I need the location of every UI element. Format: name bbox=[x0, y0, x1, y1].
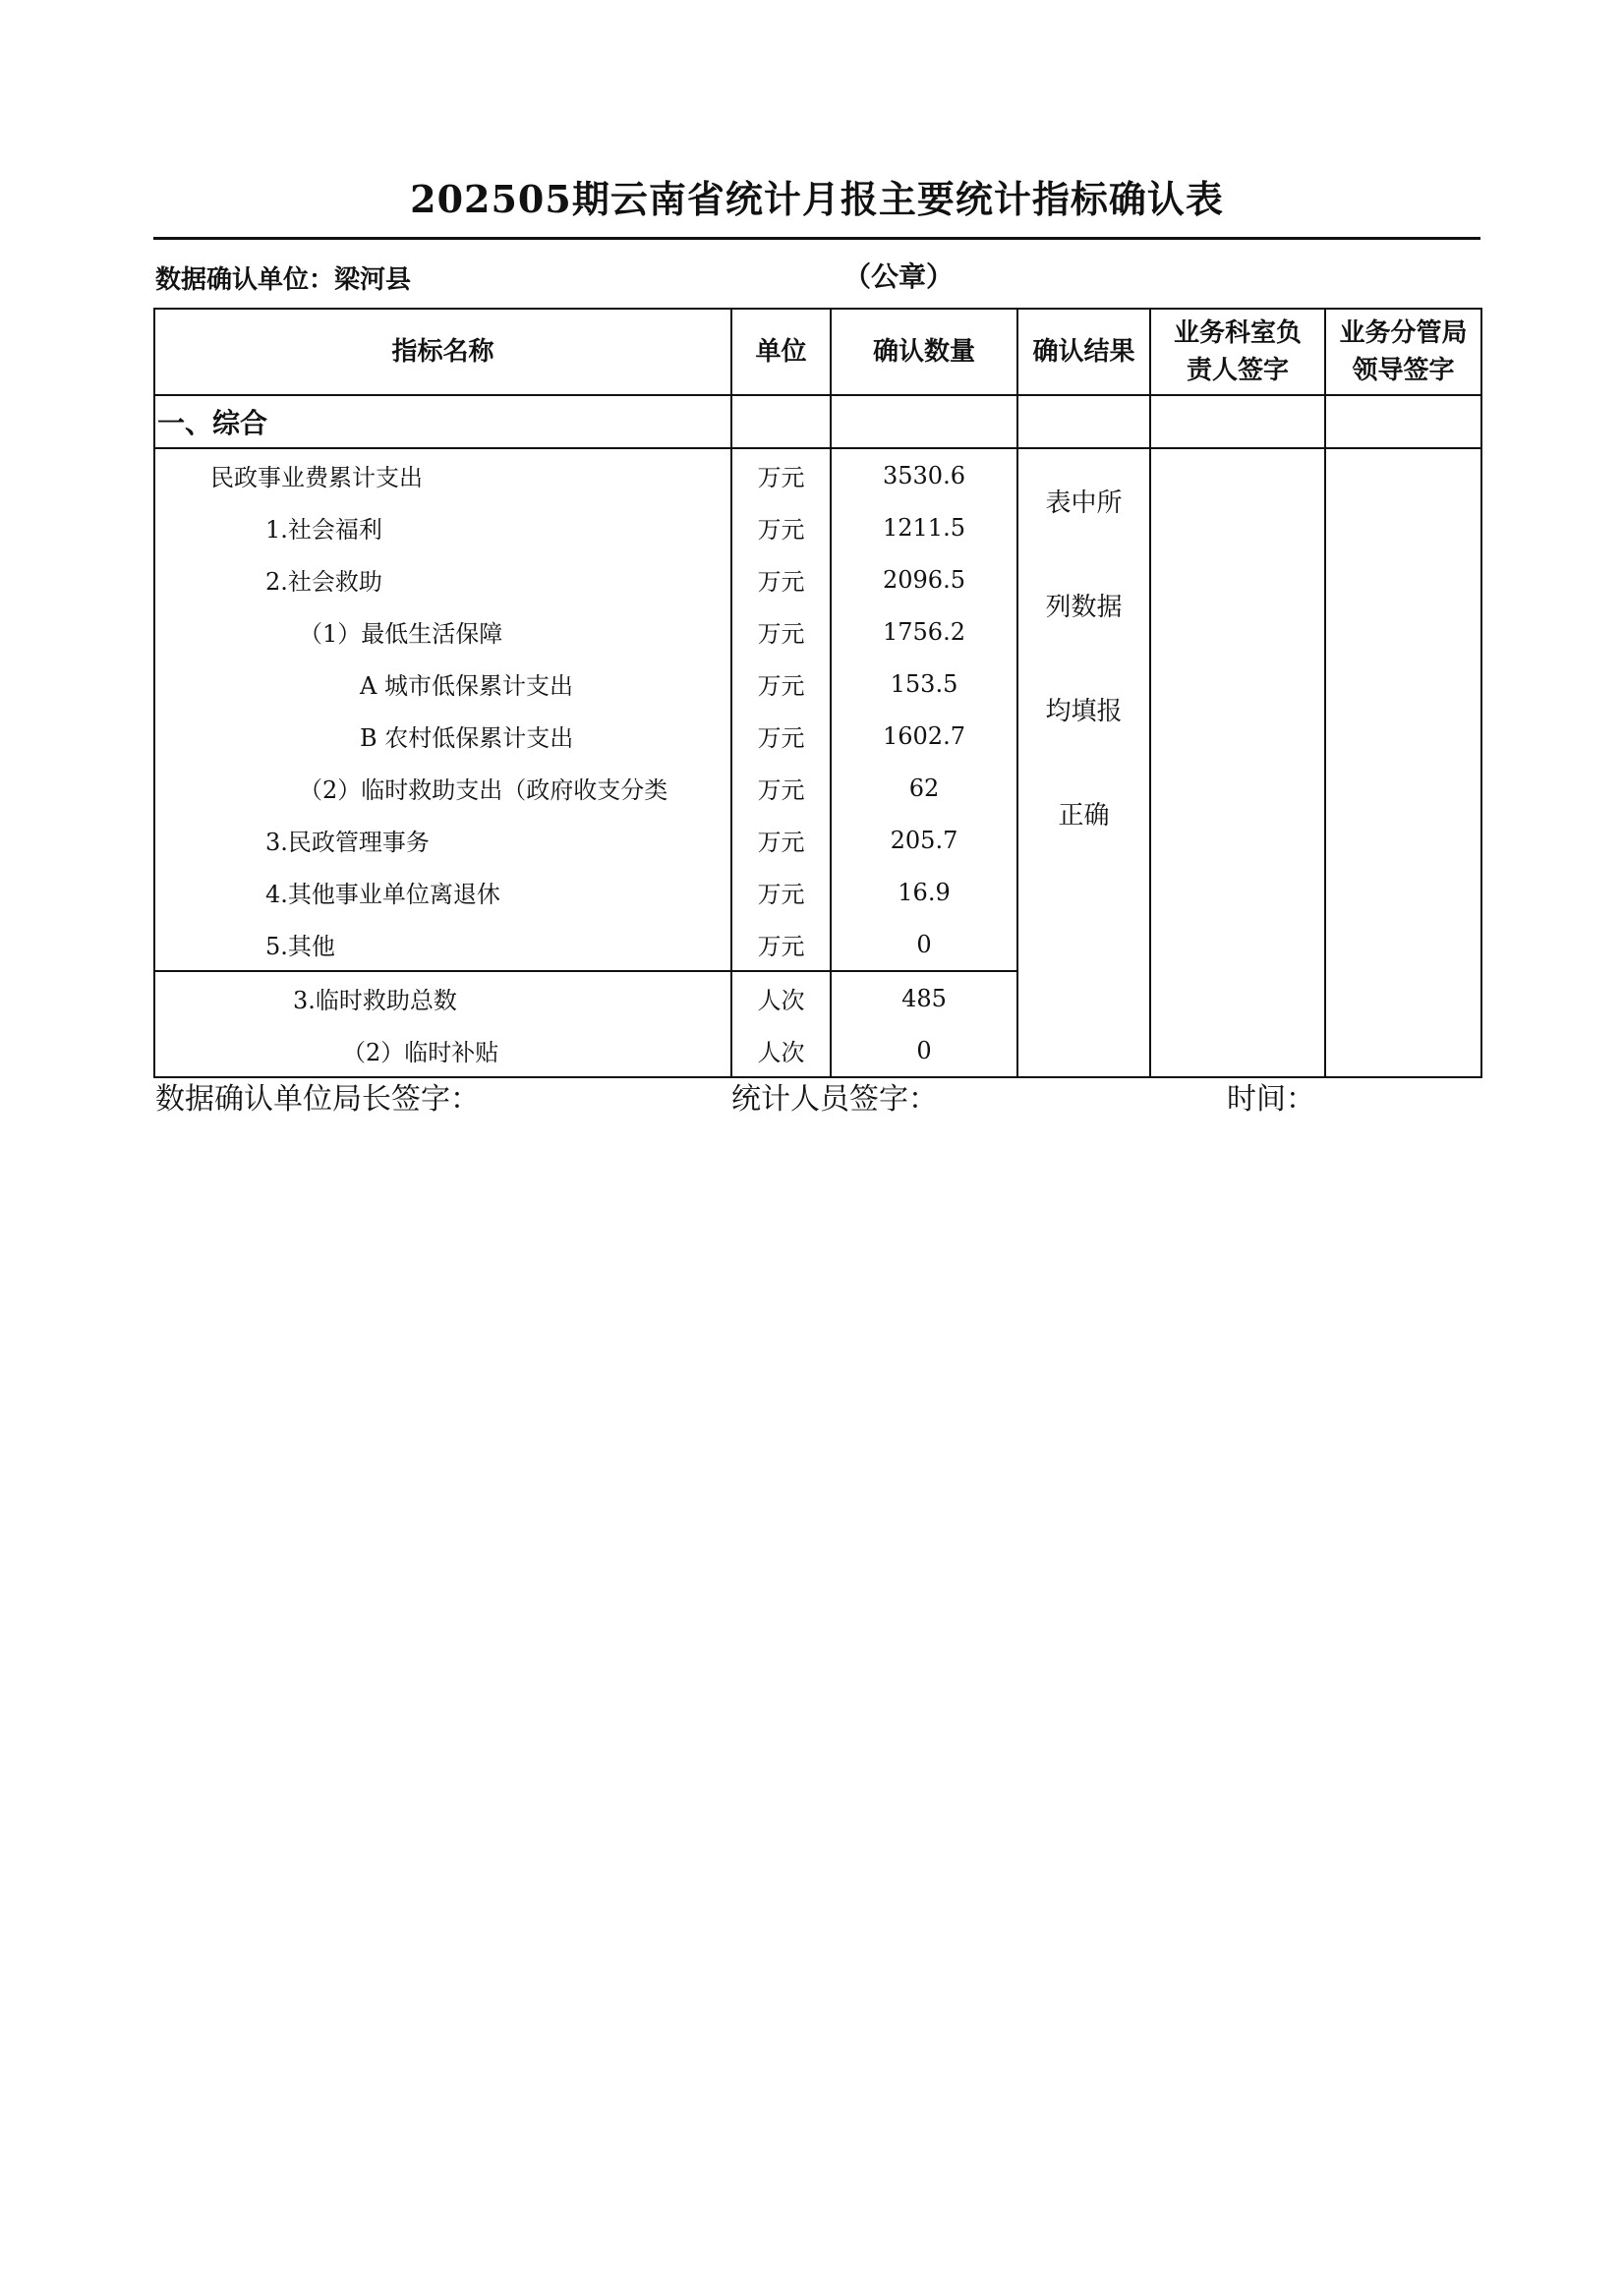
section-leader-sign-cell bbox=[1325, 395, 1481, 448]
director-signature-label: 数据确认单位局长签字： bbox=[155, 1082, 480, 1117]
result-line: 均填报 bbox=[1045, 697, 1123, 726]
confirming-unit-label: 数据确认单位：梁河县 bbox=[155, 265, 412, 295]
row-unit: 万元 bbox=[731, 710, 831, 762]
row-unit: 万元 bbox=[731, 448, 831, 501]
row-value: 205.7 bbox=[831, 814, 1017, 866]
result-line: 表中所 bbox=[1045, 488, 1123, 518]
row-unit: 万元 bbox=[731, 605, 831, 658]
result-line: 正确 bbox=[1058, 801, 1110, 831]
row-value: 0 bbox=[831, 918, 1017, 971]
header-result: 确认结果 bbox=[1017, 309, 1150, 395]
row-name: 3.临时救助总数 bbox=[154, 971, 731, 1024]
table-row bbox=[154, 448, 1481, 501]
section-dept-sign-cell bbox=[1150, 395, 1325, 448]
row-unit: 万元 bbox=[731, 501, 831, 553]
header-leader-sign-line2: 领导签字 bbox=[1352, 356, 1455, 385]
row-unit: 万元 bbox=[731, 762, 831, 814]
row-value: 3530.6 bbox=[831, 448, 1017, 501]
row-name: （2）临时救助支出（政府收支分类 bbox=[154, 762, 731, 814]
statistician-signature-label: 统计人员签字： bbox=[731, 1082, 938, 1117]
row-name: （1）最低生活保障 bbox=[154, 605, 731, 658]
leader-sign-cell[interactable] bbox=[1325, 448, 1481, 1077]
row-name: 2.社会救助 bbox=[154, 553, 731, 605]
row-value: 153.5 bbox=[831, 658, 1017, 710]
official-seal-label: （公章） bbox=[843, 260, 955, 293]
table-header-row bbox=[154, 309, 1481, 395]
dept-sign-cell[interactable] bbox=[1150, 448, 1325, 1077]
page-title: 202505期云南省统计月报主要统计指标确认表 bbox=[410, 177, 1224, 221]
row-value: 16.9 bbox=[831, 866, 1017, 918]
indicator-table bbox=[153, 308, 1482, 1078]
header-leader-sign-line1: 业务分管局 bbox=[1339, 318, 1468, 348]
time-label: 时间： bbox=[1227, 1082, 1315, 1117]
row-unit: 万元 bbox=[731, 814, 831, 866]
row-unit: 万元 bbox=[731, 866, 831, 918]
row-value: 1756.2 bbox=[831, 605, 1017, 658]
result-cell bbox=[1017, 448, 1150, 1077]
row-name: 1.社会福利 bbox=[154, 501, 731, 553]
row-name: （2）临时补贴 bbox=[154, 1024, 731, 1077]
row-name: 3.民政管理事务 bbox=[154, 814, 731, 866]
row-value: 1602.7 bbox=[831, 710, 1017, 762]
row-unit: 万元 bbox=[731, 658, 831, 710]
row-unit: 人次 bbox=[731, 1024, 831, 1077]
row-value: 1211.5 bbox=[831, 501, 1017, 553]
header-unit: 单位 bbox=[731, 309, 831, 395]
header-leader-sign bbox=[1325, 309, 1481, 395]
header-quantity: 确认数量 bbox=[831, 309, 1017, 395]
section-unit-cell bbox=[731, 395, 831, 448]
title-underline bbox=[153, 237, 1480, 240]
header-dept-sign-line1: 业务科室负 bbox=[1173, 318, 1302, 348]
header-dept-sign-line2: 责人签字 bbox=[1186, 356, 1289, 385]
header-indicator-name: 指标名称 bbox=[154, 309, 731, 395]
row-value: 2096.5 bbox=[831, 553, 1017, 605]
row-name: A 城市低保累计支出 bbox=[154, 658, 731, 710]
row-unit: 万元 bbox=[731, 553, 831, 605]
section-title: 一、综合 bbox=[154, 395, 731, 448]
section-value-cell bbox=[831, 395, 1017, 448]
section-result-cell bbox=[1017, 395, 1150, 448]
row-value: 0 bbox=[831, 1024, 1017, 1077]
row-name: 4.其他事业单位离退休 bbox=[154, 866, 731, 918]
row-value: 62 bbox=[831, 762, 1017, 814]
section-row bbox=[154, 395, 1481, 448]
row-name: 民政事业费累计支出 bbox=[154, 448, 731, 501]
result-line: 列数据 bbox=[1045, 593, 1123, 622]
row-name: 5.其他 bbox=[154, 918, 731, 971]
header-dept-sign bbox=[1150, 309, 1325, 395]
row-name: B 农村低保累计支出 bbox=[154, 710, 731, 762]
row-unit: 万元 bbox=[731, 918, 831, 971]
row-unit: 人次 bbox=[731, 971, 831, 1024]
row-value: 485 bbox=[831, 971, 1017, 1024]
